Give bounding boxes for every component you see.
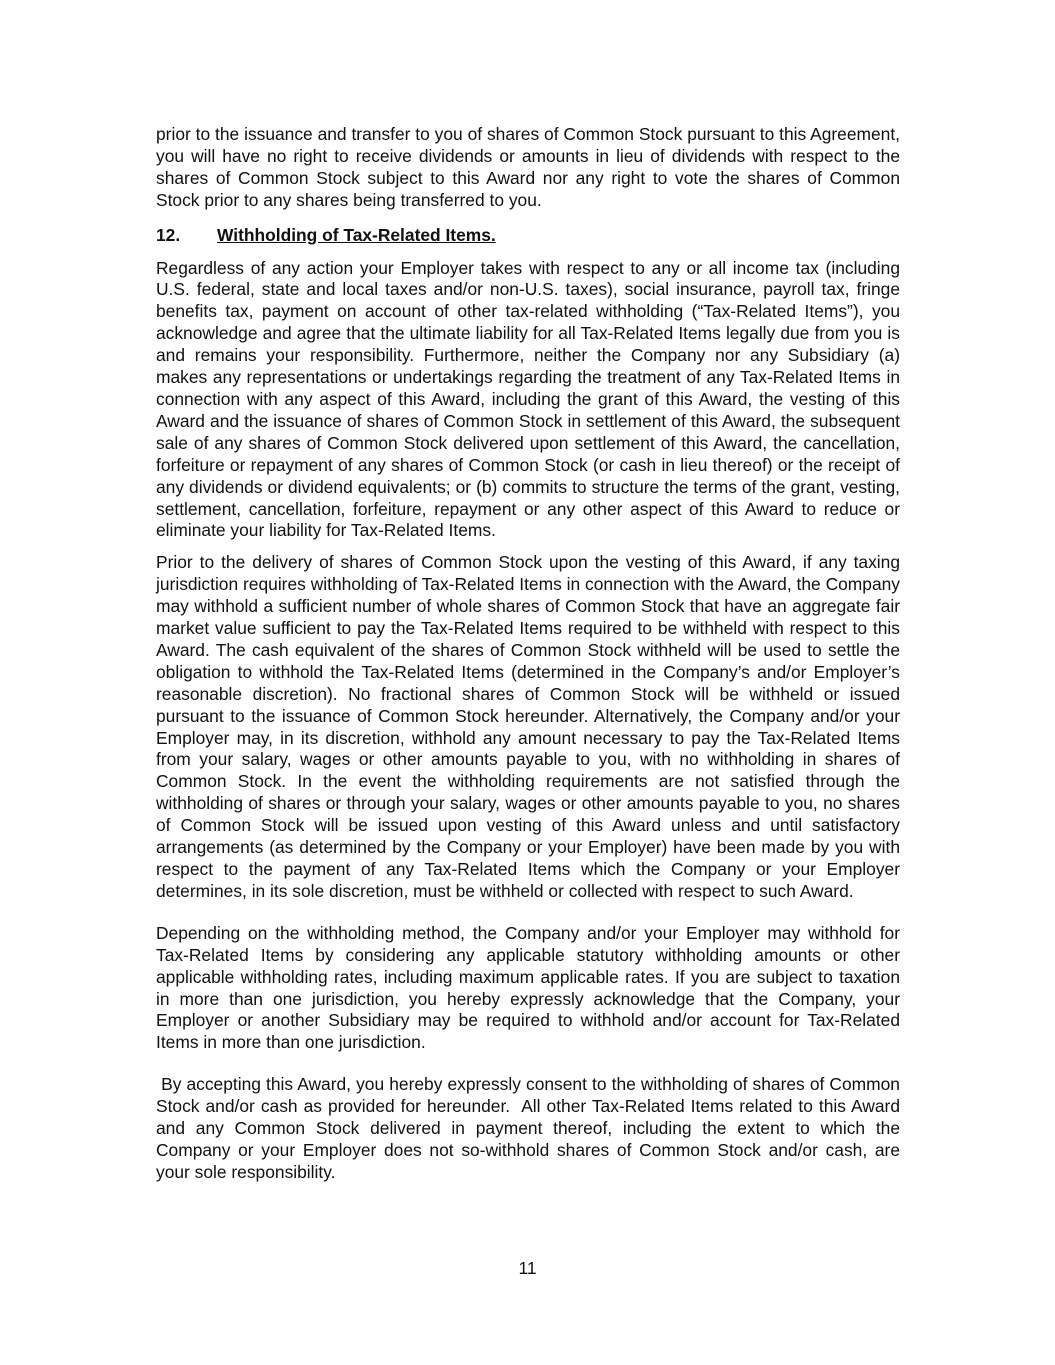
paragraph-withholding-method: Depending on the withholding method, the Company and/or your Employer may withhold for Tax-Related Items by considering any applicable statutory withholding amounts or other applicable withholding rates, including maximum applicable rates. If you are subject to taxation in more than one jurisdiction, you hereby expressly acknowledge that the Company, your Employer or another Subsidiary may be required to withhold and/or account for Tax-Related Items in more than one jurisdiction. xyxy=(156,922,900,1053)
paragraph-tax-liability: Regardless of any action your Employer takes with respect to any or all income tax (including U.S. federal, state and local taxes and/or non-U.S. taxes), social insurance, payroll tax, fringe benefits tax, payment on account of other tax-related withholding (“Tax-Related Items”), you acknowledge and agree that the ultimate liability for all Tax-Related Items legally due from you is and remains your responsibility. Furthermore, neither the Company nor any Subsidiary (a) makes any representations or undertakings regarding the treatment of any Tax-Related Items in connection with any aspect of this Award, including the grant of this Award, the vesting of this Award and the issuance of shares of Common Stock in settlement of this Award, the subsequent sale of any shares of Common Stock delivered upon settlement of this Award, the cancellation, forfeiture or repayment of any shares of Common Stock (or cash in lieu thereof) or the receipt of any dividends or dividend equivalents; or (b) commits to structure the terms of the grant, vesting, settlement, cancellation, forfeiture, repayment or any other aspect of this Award to reduce or eliminate your liability for Tax-Related Items. xyxy=(156,257,900,541)
document-page xyxy=(156,124,905,1184)
section-title: Withholding of Tax-Related Items. xyxy=(217,224,496,245)
paragraph-withholding-delivery: Prior to the delivery of shares of Common Stock upon the vesting of this Award, if any taxing jurisdiction requires withholding of Tax-Related Items in connection with the Award, the Company may withhold a sufficient number of whole shares of Common Stock that have an aggregate fair market value sufficient to pay the Tax-Related Items required to be withheld with respect to this Award. The cash equivalent of the shares of Common Stock withheld will be used to settle the obligation to withhold the Tax-Related Items (determined in the Company’s and/or Employer’s reasonable discretion). No fractional shares of Common Stock will be withheld or issued pursuant to the issuance of Common Stock hereunder. Alternatively, the Company and/or your Employer may, in its discretion, withhold any amount necessary to pay the Tax-Related Items from your salary, wages or other amounts payable to you, with no withholding in shares of Common Stock. In the event the withholding requirements are not satisfied through the withholding of shares or through your salary, wages or other amounts payable to you, no shares of Common Stock will be issued upon vesting of this Award unless and until satisfactory arrangements (as determined by the Company or your Employer) have been made by you with respect to the payment of any Tax-Related Items which the Company or your Employer determines, in its sole discretion, must be withheld or collected with respect to such Award. xyxy=(156,552,900,901)
page-number: 11 xyxy=(518,1258,537,1278)
section-number: 12. xyxy=(156,224,181,245)
section-heading xyxy=(156,225,900,247)
intro-paragraph: prior to the issuance and transfer to you of shares of Common Stock pursuant to this Agreement, you will have no right to receive dividends or amounts in lieu of dividends with respect to the shares of Common Stock subject to this Award nor any right to vote the shares of Common Stock prior to any shares being transferred to you. xyxy=(156,124,900,210)
paragraph-consent: By accepting this Award, you hereby expressly consent to the withholding of shares of Common Stock and/or cash as provided for hereunder. All other Tax-Related Items related to this Award and any Common Stock delivered in payment thereof, including the extent to which the Company or your Employer does not so-withhold shares of Common Stock and/or cash, are your sole responsibility. xyxy=(156,1074,905,1182)
